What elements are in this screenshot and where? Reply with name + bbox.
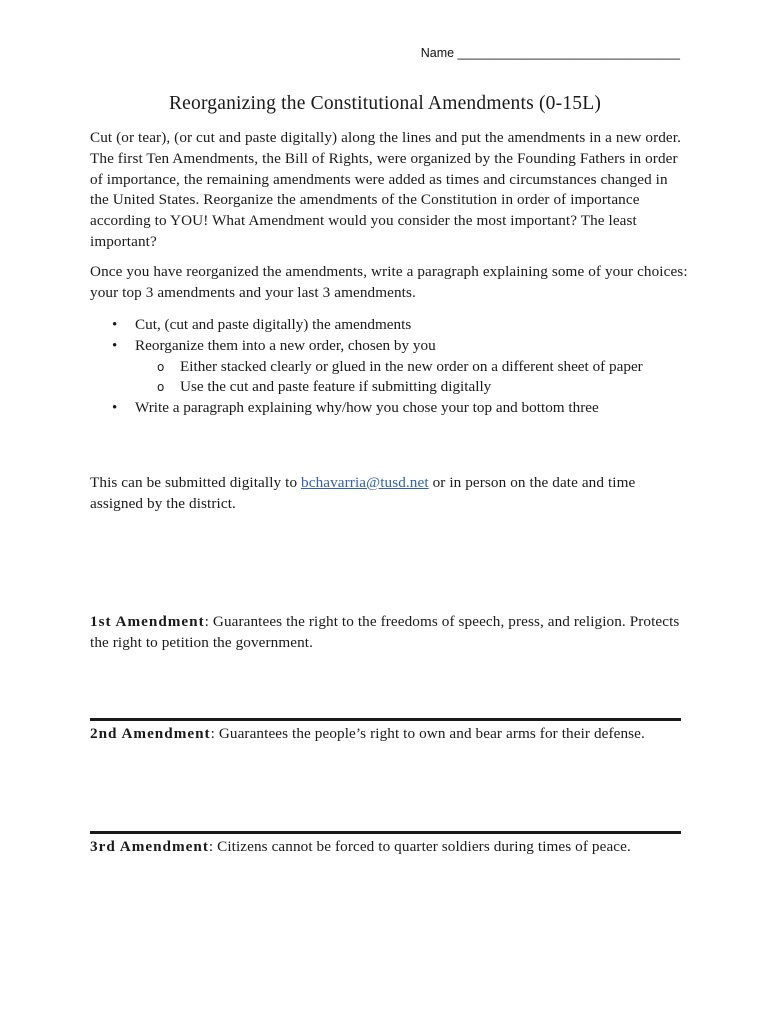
substep-stack (135, 357, 690, 378)
substep-digital-text: Use the cut and paste feature if submitting digitally (180, 378, 492, 396)
amendment-card-3 (90, 837, 690, 858)
page-title: Reorganizing the Constitutional Amendments (0-15L) (168, 93, 602, 114)
step-cut-text: Cut, (cut and paste digitally) the amendments (135, 316, 412, 333)
submission-text-before: This can be submitted digitally to (90, 474, 302, 491)
amendment-description: : Guarantees the people’s right to own and bear arms for their defense. (210, 725, 645, 742)
amendment-title: 2nd Amendment (90, 725, 211, 742)
teacher-email-link[interactable]: bchavarria@tusd.net (301, 474, 429, 491)
substep-stack-text: Either stacked clearly or glued in the new order on a different sheet of paper (180, 357, 643, 375)
submission-text-after: or in person on the date and time assigned by the district. (90, 474, 636, 512)
substep-digital (135, 377, 690, 398)
step-reorganize (90, 336, 690, 398)
cut-line (90, 831, 681, 834)
step-reorganize-text: Reorganize them into a new order, chosen by you (135, 336, 436, 354)
name-field-line: Name ________________________________ (420, 46, 680, 60)
instructions-paragraph: Cut (or tear), (or cut and paste digitally) along the lines and put the amendments in a new order. The first Ten Amendments, the Bill of Rights, were organized by the Founding Fathers in order of importance, the remaining amendments were added as times and circumstances changed in the United States. Reorganize the amendments of the Constitution in order of importance according to YOU! What Amendment would you consider the most important? The least important? (90, 129, 681, 250)
reorganize-substeps (135, 357, 690, 399)
amendment-card-1 (90, 612, 690, 654)
cut-line (90, 718, 681, 721)
amendment-description: : Citizens cannot be forced to quarter soldiers during times of peace. (208, 838, 631, 855)
amendment-title: 1st Amendment (90, 613, 205, 630)
paragraph-instructions: Once you have reorganized the amendments, write a paragraph explaining some of your choices: your top 3 amendments and your last 3 amendments. (90, 263, 688, 301)
submission-note (90, 473, 690, 515)
steps-list (90, 315, 690, 419)
amendment-description: : Guarantees the right to the freedoms of speech, press, and religion. Protects the right to petition the government. (90, 613, 680, 651)
step-paragraph-text: Write a paragraph explaining why/how you chose your top and bottom three (135, 399, 599, 417)
amendment-card-2 (90, 724, 690, 745)
step-cut (90, 315, 690, 336)
step-paragraph (90, 398, 690, 419)
amendment-title: 3rd Amendment (90, 838, 209, 855)
